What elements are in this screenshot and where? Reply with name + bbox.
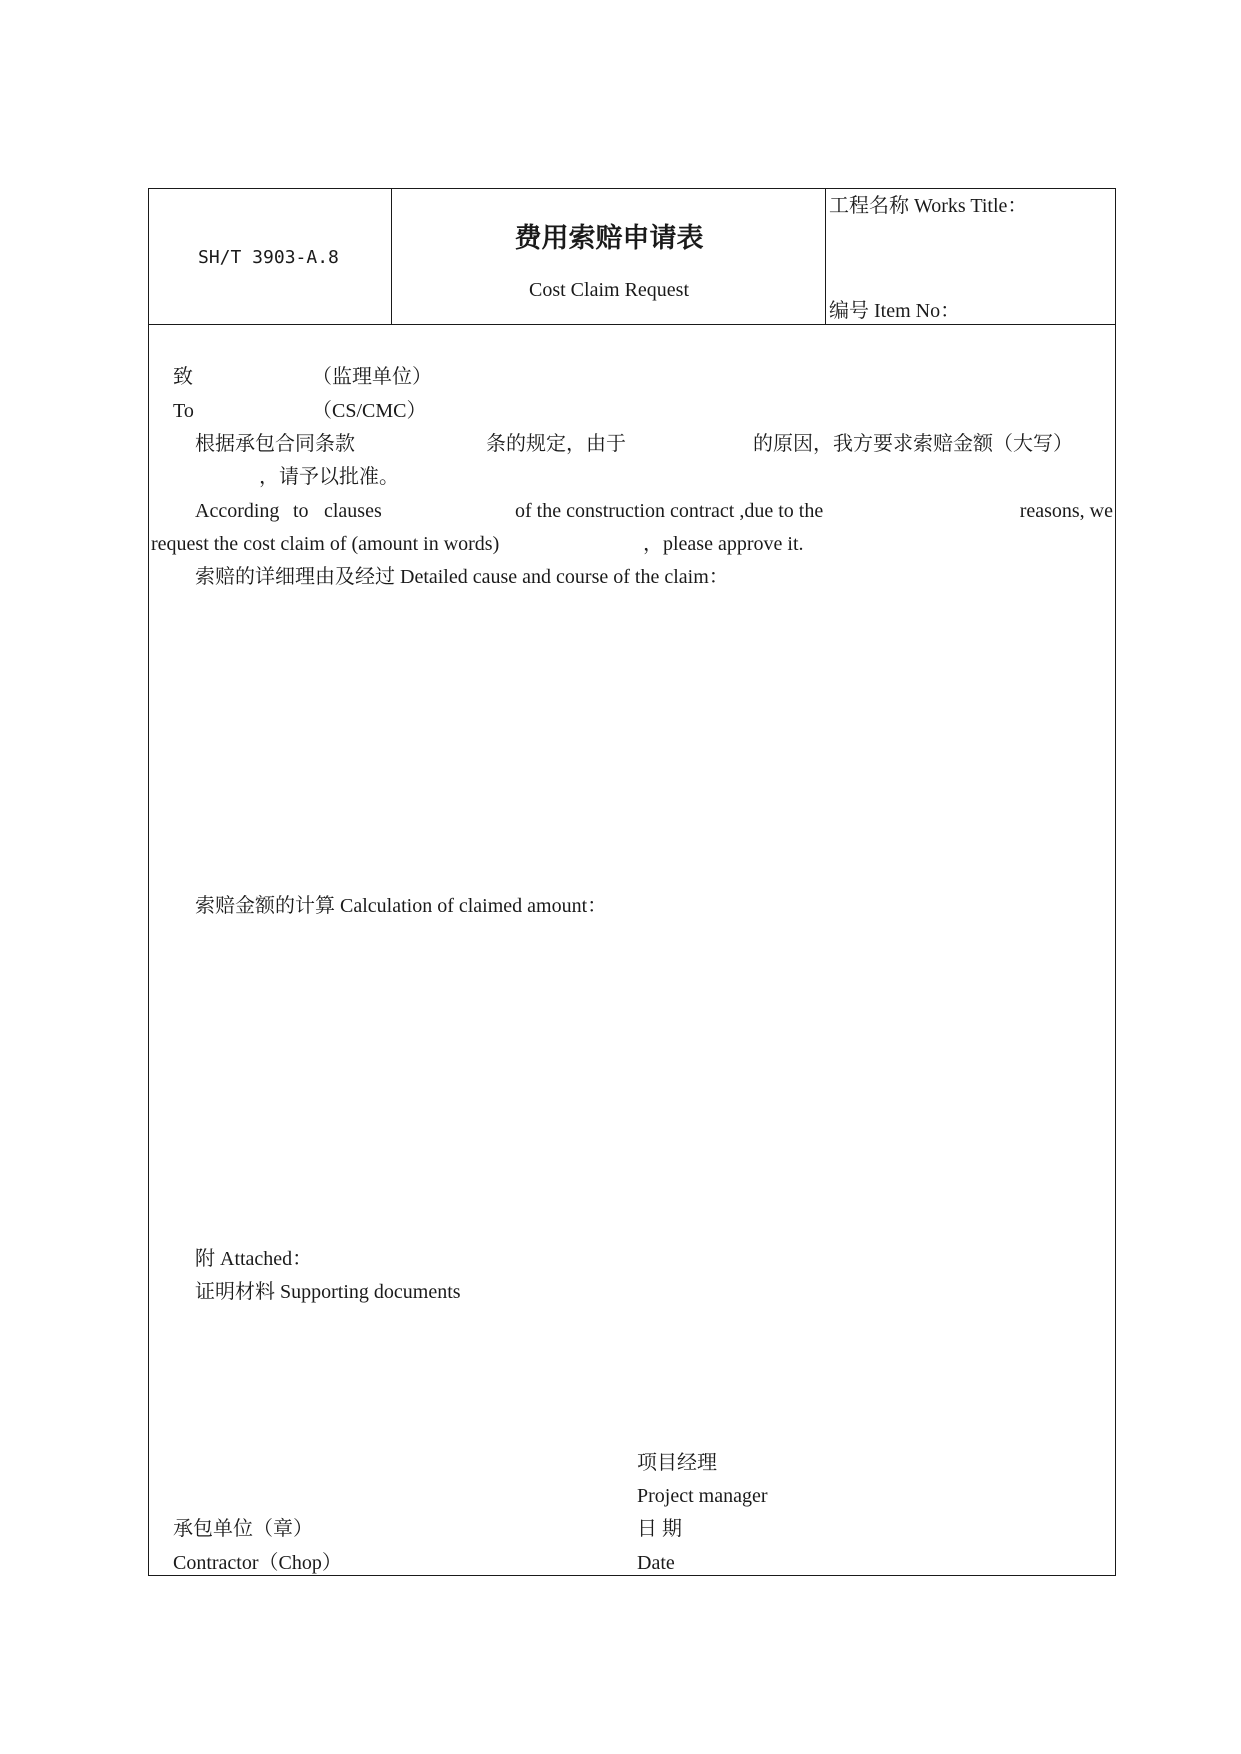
attached-label: 附 Attached： xyxy=(195,1248,313,1270)
statement-cn-line2: ，请予以批准。 xyxy=(259,466,399,488)
supervision-unit-cn: （监理单位） xyxy=(312,366,432,388)
statement-en-part3: clauses xyxy=(324,500,382,522)
to-en: To xyxy=(173,400,194,422)
statement-en-line2b: ，please approve it. xyxy=(643,533,804,555)
statement-cn-part3: 的原因，我方要求索赔金额（大写） xyxy=(753,433,1073,455)
date-en: Date xyxy=(637,1552,675,1574)
form-title-cn: 费用索赔申请表 xyxy=(514,223,704,254)
statement-cn-part1: 根据承包合同条款 xyxy=(195,433,355,455)
to-cn: 致 xyxy=(173,366,193,388)
project-manager-cn: 项目经理 xyxy=(637,1452,717,1474)
statement-en-part5: reasons, we xyxy=(1019,500,1113,522)
claim-form xyxy=(148,188,1116,1576)
supervision-unit-en: （CS/CMC） xyxy=(312,400,427,422)
project-manager-en: Project manager xyxy=(637,1485,768,1507)
contractor-cn: 承包单位（章） xyxy=(173,1518,313,1540)
statement-en-part1: According xyxy=(195,500,280,522)
statement-en-part2: to xyxy=(293,500,309,522)
statement-cn-part2: 条的规定，由于 xyxy=(486,433,626,455)
form-title-en: Cost Claim Request xyxy=(529,279,689,301)
header-divider-right xyxy=(825,189,826,325)
date-cn: 日 期 xyxy=(637,1518,682,1540)
header-bottom-rule xyxy=(149,324,1115,325)
item-no-label: 编号 Item No： xyxy=(829,300,961,322)
calculation-label: 索赔金额的计算 Calculation of claimed amount： xyxy=(195,895,608,917)
supporting-documents-label: 证明材料 Supporting documents xyxy=(195,1281,461,1303)
statement-en-line2a: request the cost claim of (amount in words) xyxy=(151,533,500,555)
statement-en-part4: of the construction contract ,due to the xyxy=(515,500,824,522)
header-divider-left xyxy=(391,189,392,325)
form-code: SH/T 3903-A.8 xyxy=(198,247,339,268)
detail-cause-label: 索赔的详细理由及经过 Detailed cause and course of the claim： xyxy=(195,566,729,588)
works-title-label: 工程名称 Works Title： xyxy=(829,195,1028,217)
contractor-en: Contractor（Chop） xyxy=(173,1552,342,1574)
